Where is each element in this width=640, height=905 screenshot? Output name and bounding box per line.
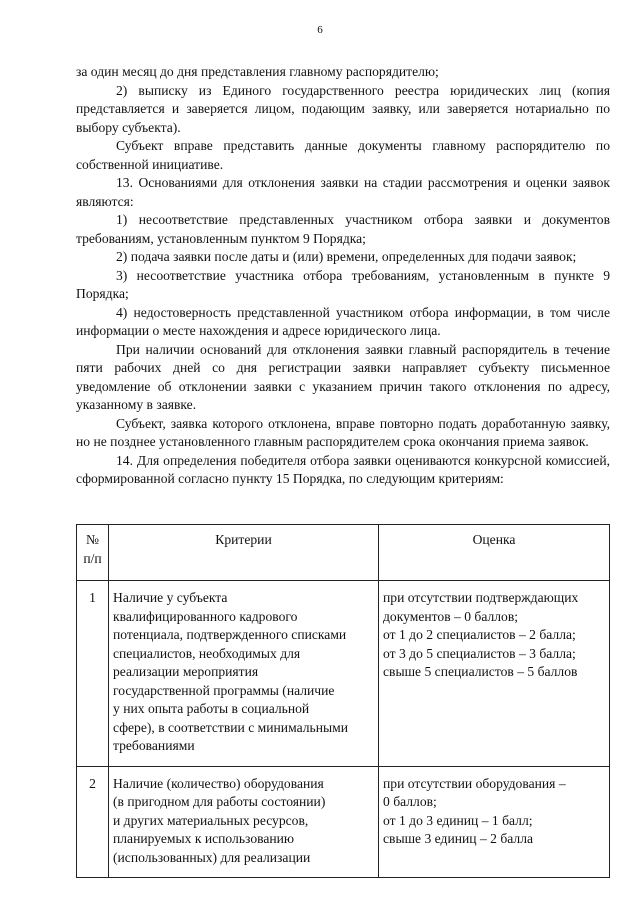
paragraph-own-initiative: Субъект вправе представить данные документы главному распорядителю по собственной инициативе. <box>76 138 610 172</box>
criteria-line: и других материальных ресурсов, <box>113 812 309 828</box>
table-header-row <box>77 525 610 581</box>
paragraph-13-item-4: 4) недостоверность представленной участником отбора информации, в том числе информации о месте нахождения и адресе юридического лица. <box>76 304 610 338</box>
criteria-line: Наличие (количество) оборудования <box>113 775 324 791</box>
header-criteria: Критерии <box>109 525 379 581</box>
paragraph-13-heading: 13. Основаниями для отклонения заявки на стадии рассмотрения и оценки заявок являются: <box>76 175 610 209</box>
paragraph-resubmission: Субъект, заявка которого отклонена, вправе повторно подать доработанную заявку, но не позднее установленного главным распорядителем срока окончания приема заявок. <box>76 415 610 449</box>
criteria-line: (использованных) для реализации <box>113 849 311 865</box>
criteria-line: потенциала, подтвержденного списками <box>113 627 347 642</box>
score-line: от 1 до 2 специалистов – 2 балла; <box>383 627 576 642</box>
row-criteria <box>109 581 379 767</box>
paragraph-13-item-2: 2) подача заявки после даты и (или) времени, определенных для подачи заявок; <box>116 249 577 264</box>
paragraph-13-item-1: 1) несоответствие представленных участником отбора заявки и документов требованиям, установленным пунктом 9 Порядка; <box>76 212 610 246</box>
header-number-symbol: № <box>86 532 99 547</box>
criteria-line: планируемых к использованию <box>113 831 295 846</box>
paragraph-13-item-3: 3) несоответствие участника отбора требованиям, установленным в пункте 9 Порядка; <box>76 267 610 301</box>
score-line: при отсутствии подтверждающих <box>383 590 579 605</box>
paragraph-item-2-extract: 2) выписку из Единого государственного реестра юридических лиц (копия представляется и заверяется лицом, подающим заявку, или заверяется нотариально по выбору субъекта). <box>76 82 610 135</box>
criteria-line: реализации мероприятия <box>113 664 259 679</box>
header-number <box>77 525 109 581</box>
score-line: 0 баллов; <box>383 794 437 809</box>
score-line: при отсутствии оборудования – <box>383 775 566 791</box>
page-number: 6 <box>317 24 323 36</box>
header-number-abbrev: п/п <box>83 550 102 566</box>
paragraph-14-criteria-intro: 14. Для определения победителя отбора заявки оцениваются конкурсной комиссией, сформированной согласно пункту 15 Порядка, по следующим критериям: <box>76 452 610 486</box>
criteria-line: у них опыта работы в социальной <box>113 701 310 716</box>
row-number: 1 <box>77 581 109 767</box>
criteria-table <box>76 524 610 878</box>
score-line: от 1 до 3 единиц – 1 балл; <box>383 812 533 828</box>
table-row <box>77 766 610 878</box>
score-line: от 3 до 5 специалистов – 3 балла; <box>383 645 576 661</box>
paragraph-continuation: за один месяц до дня представления главному распорядителю; <box>76 64 439 79</box>
criteria-line: требованиями <box>113 738 195 753</box>
criteria-line: сфере), в соответствии с минимальными <box>113 719 349 735</box>
row-score <box>379 581 610 767</box>
score-line: свыше 5 специалистов – 5 баллов <box>383 664 578 679</box>
criteria-line: Наличие у субъекта <box>113 590 228 605</box>
row-criteria <box>109 766 379 878</box>
paragraph-rejection-notice: При наличии оснований для отклонения заявки главный распорядитель в течение пяти рабочих дней со дня регистрации заявки направляет субъекту письменное уведомление об отклонении заявки с указанием причин такого отклонения по адресу, указанному в заявке. <box>76 341 610 412</box>
criteria-line: (в пригодном для работы состоянии) <box>113 794 326 809</box>
document-body <box>76 63 610 489</box>
criteria-line: государственной программы (наличие <box>113 682 335 698</box>
criteria-line: специалистов, необходимых для <box>113 645 301 661</box>
score-line: документов – 0 баллов; <box>383 608 519 624</box>
row-score <box>379 766 610 878</box>
score-line: свыше 3 единиц – 2 балла <box>383 831 534 846</box>
table-row <box>77 581 610 767</box>
row-number: 2 <box>77 766 109 878</box>
criteria-line: квалифицированного кадрового <box>113 608 298 624</box>
header-score: Оценка <box>379 525 610 581</box>
